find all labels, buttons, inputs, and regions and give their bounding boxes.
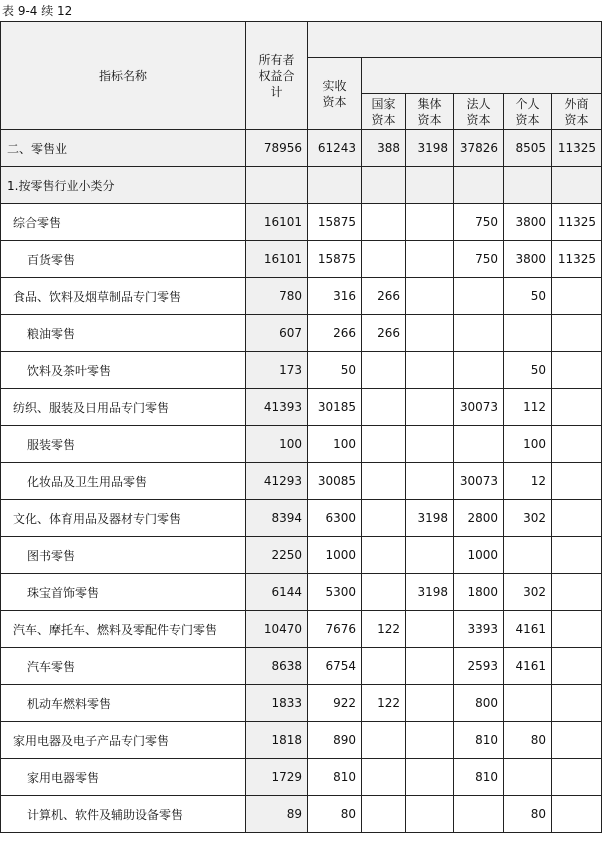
row-indicator-name: 饮料及茶叶零售 [1,352,246,389]
row-indicator-name: 综合零售 [1,204,246,241]
table-row [1,796,602,833]
row-value-cell [362,352,406,389]
table-row [1,130,602,167]
row-value-cell [406,389,454,426]
row-value-cell: 2250 [246,537,308,574]
row-value-cell [552,537,602,574]
row-value-cell [406,537,454,574]
row-indicator-name: 化妆品及卫生用品零售 [1,463,246,500]
row-value-cell [406,278,454,315]
table-row [1,426,602,463]
row-value-cell: 3198 [406,500,454,537]
row-value-cell: 50 [308,352,362,389]
table-row [1,278,602,315]
row-indicator-name: 图书零售 [1,537,246,574]
row-value-cell [308,167,362,204]
row-value-cell [454,278,504,315]
row-value-cell: 810 [454,759,504,796]
row-value-cell: 89 [246,796,308,833]
header-blank-group [308,22,602,58]
row-value-cell: 4161 [504,648,552,685]
row-value-cell: 100 [504,426,552,463]
row-indicator-name: 机动车燃料零售 [1,685,246,722]
row-value-cell: 122 [362,611,406,648]
row-value-cell [406,204,454,241]
row-indicator-name: 二、零售业 [1,130,246,167]
row-value-cell: 11325 [552,130,602,167]
table-row [1,389,602,426]
row-value-cell: 173 [246,352,308,389]
table-row [1,315,602,352]
row-indicator-name: 食品、饮料及烟草制品专门零售 [1,278,246,315]
row-value-cell: 890 [308,722,362,759]
row-value-cell: 2593 [454,648,504,685]
row-value-cell: 78956 [246,130,308,167]
row-value-cell [406,611,454,648]
row-value-cell [362,426,406,463]
row-indicator-name: 珠宝首饰零售 [1,574,246,611]
row-value-cell: 61243 [308,130,362,167]
row-value-cell: 50 [504,352,552,389]
row-value-cell: 1800 [454,574,504,611]
row-indicator-name: 汽车零售 [1,648,246,685]
row-value-cell: 100 [246,426,308,463]
row-value-cell [406,648,454,685]
row-value-cell: 3800 [504,241,552,278]
row-value-cell: 3198 [406,130,454,167]
row-value-cell [362,389,406,426]
row-value-cell [362,241,406,278]
row-value-cell [552,463,602,500]
row-value-cell: 266 [362,278,406,315]
row-value-cell: 11325 [552,204,602,241]
row-value-cell [406,796,454,833]
row-value-cell: 50 [504,278,552,315]
header-state-capital: 国家资本 [362,94,406,130]
row-value-cell [406,463,454,500]
row-value-cell [362,463,406,500]
row-value-cell: 80 [504,796,552,833]
row-value-cell: 41293 [246,463,308,500]
table-body [1,130,602,833]
row-value-cell [552,500,602,537]
row-value-cell: 5300 [308,574,362,611]
row-value-cell: 922 [308,685,362,722]
table-row [1,204,602,241]
row-value-cell [552,685,602,722]
row-value-cell: 3393 [454,611,504,648]
row-value-cell [406,685,454,722]
table-row [1,500,602,537]
row-value-cell: 1729 [246,759,308,796]
row-indicator-name: 汽车、摩托车、燃料及零配件专门零售 [1,611,246,648]
table-row [1,167,602,204]
row-value-cell [504,537,552,574]
row-value-cell: 10470 [246,611,308,648]
row-indicator-name: 服装零售 [1,426,246,463]
row-value-cell: 37826 [454,130,504,167]
row-value-cell [454,352,504,389]
row-value-cell: 1833 [246,685,308,722]
row-value-cell: 80 [308,796,362,833]
row-indicator-name: 百货零售 [1,241,246,278]
row-value-cell: 302 [504,500,552,537]
table-caption: 表 9-4 续 12 [2,4,73,18]
row-value-cell: 30073 [454,389,504,426]
header-collective-capital: 集体资本 [406,94,454,130]
row-value-cell [552,352,602,389]
data-table [0,21,602,833]
header-foreign-capital: 外商资本 [552,94,602,130]
row-value-cell: 780 [246,278,308,315]
row-indicator-name: 文化、体育用品及器材专门零售 [1,500,246,537]
row-value-cell [552,426,602,463]
row-value-cell [362,796,406,833]
row-value-cell: 30085 [308,463,362,500]
row-value-cell: 122 [362,685,406,722]
row-value-cell [454,315,504,352]
header-owner-equity: 所有者权益合计 [246,22,308,130]
row-value-cell [504,685,552,722]
row-value-cell: 750 [454,241,504,278]
row-value-cell: 7676 [308,611,362,648]
row-value-cell [552,315,602,352]
row-value-cell: 6754 [308,648,362,685]
row-value-cell: 2800 [454,500,504,537]
row-indicator-name: 纺织、服装及日用品专门零售 [1,389,246,426]
table-row [1,352,602,389]
row-value-cell [552,722,602,759]
row-value-cell [362,500,406,537]
row-value-cell [406,315,454,352]
row-value-cell: 8505 [504,130,552,167]
header-legal-person-capital: 法人资本 [454,94,504,130]
row-indicator-name: 1.按零售行业小类分 [1,167,246,204]
row-value-cell: 41393 [246,389,308,426]
table-row [1,537,602,574]
row-value-cell: 3198 [406,574,454,611]
header-subgroup [362,58,602,94]
row-value-cell: 80 [504,722,552,759]
row-value-cell: 12 [504,463,552,500]
row-value-cell [362,167,406,204]
table-row [1,241,602,278]
row-value-cell [552,167,602,204]
row-value-cell [552,648,602,685]
row-value-cell [362,537,406,574]
row-value-cell [454,426,504,463]
row-value-cell: 11325 [552,241,602,278]
row-value-cell: 8394 [246,500,308,537]
row-value-cell [406,167,454,204]
row-value-cell: 800 [454,685,504,722]
table-row [1,759,602,796]
row-value-cell: 302 [504,574,552,611]
row-value-cell [504,759,552,796]
row-value-cell: 3800 [504,204,552,241]
header-individual-capital: 个人资本 [504,94,552,130]
row-value-cell [362,648,406,685]
row-value-cell [552,574,602,611]
row-value-cell [406,241,454,278]
row-value-cell: 16101 [246,241,308,278]
row-value-cell: 15875 [308,241,362,278]
row-value-cell: 266 [362,315,406,352]
row-value-cell: 1000 [308,537,362,574]
header-paid-in-capital: 实收资本 [308,58,362,130]
row-value-cell [552,759,602,796]
row-value-cell [552,611,602,648]
table-row [1,463,602,500]
row-value-cell [454,167,504,204]
row-value-cell: 810 [454,722,504,759]
row-value-cell: 316 [308,278,362,315]
row-value-cell: 30185 [308,389,362,426]
table-row [1,722,602,759]
row-value-cell [362,759,406,796]
row-value-cell [406,759,454,796]
table-row [1,574,602,611]
row-value-cell [552,796,602,833]
row-indicator-name: 计算机、软件及辅助设备零售 [1,796,246,833]
row-value-cell: 16101 [246,204,308,241]
row-value-cell: 388 [362,130,406,167]
row-value-cell [406,426,454,463]
row-value-cell [504,315,552,352]
row-value-cell [406,352,454,389]
row-value-cell: 607 [246,315,308,352]
row-indicator-name: 家用电器零售 [1,759,246,796]
row-value-cell [246,167,308,204]
row-value-cell: 6300 [308,500,362,537]
row-value-cell: 8638 [246,648,308,685]
row-value-cell [504,167,552,204]
row-value-cell: 6144 [246,574,308,611]
row-value-cell: 810 [308,759,362,796]
row-indicator-name: 粮油零售 [1,315,246,352]
row-value-cell [552,278,602,315]
row-value-cell: 30073 [454,463,504,500]
row-value-cell [406,722,454,759]
row-value-cell: 112 [504,389,552,426]
row-value-cell [362,204,406,241]
table-row [1,648,602,685]
row-value-cell: 100 [308,426,362,463]
header-indicator: 指标名称 [1,22,246,130]
row-value-cell: 1818 [246,722,308,759]
row-value-cell [552,389,602,426]
row-value-cell [362,722,406,759]
table-row [1,685,602,722]
row-value-cell: 15875 [308,204,362,241]
row-value-cell [362,574,406,611]
row-value-cell: 266 [308,315,362,352]
row-indicator-name: 家用电器及电子产品专门零售 [1,722,246,759]
table-row [1,611,602,648]
row-value-cell [454,796,504,833]
row-value-cell: 1000 [454,537,504,574]
row-value-cell: 4161 [504,611,552,648]
row-value-cell: 750 [454,204,504,241]
